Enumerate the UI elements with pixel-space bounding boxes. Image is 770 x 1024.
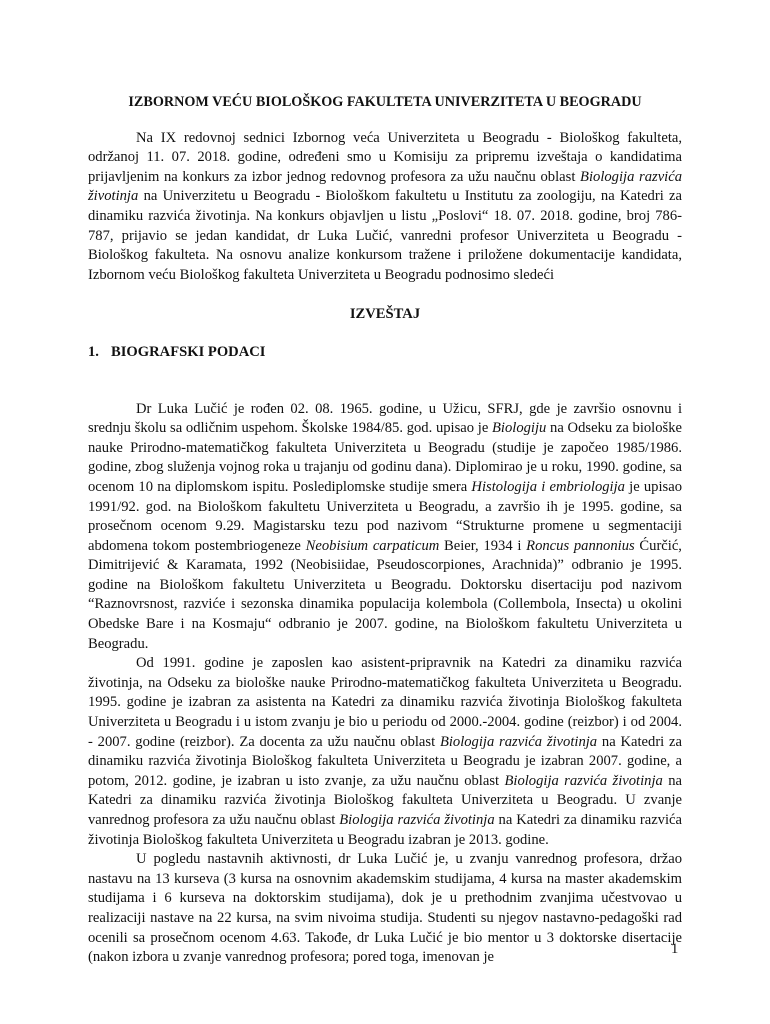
text-run: na Univerzitetu u Beogradu - Biološkom fakultetu u Institutu za zoologiju, na Katedri za dinamiku razvića životinja. Na konkurs objavljen u listu „Poslovi“ 18. 07. 2018. godine, broj 786-787, prijavio se jedan kandidat, dr Luka Lučić, vanredni profesor Univerziteta u Beogradu - Biološkog fakulteta. Na osnovu analize konkursom tražene i priložene dokumentacije kandidata, Izbornom veću Biološkog fakulteta Univerziteta u Beogradu podnosimo sledeći (88, 188, 682, 283)
biography-paragraph-2 (88, 654, 682, 850)
italic-term: Neobisium carpaticum (305, 537, 440, 554)
italic-term: Biologija razvića životinja (88, 168, 682, 205)
page-number: 1 (671, 941, 679, 957)
italic-term: Biologija razvića životinja (439, 733, 598, 750)
italic-term: Biologiju (492, 420, 547, 437)
text-run: na Katedri za dinamiku razvića životinja Biološkog fakulteta Univerziteta u Beogradu. U zvanje vanrednog profesora za užu naučnu oblast (88, 772, 682, 828)
text-run: na Katedri za dinamiku razvića životinja Biološkog fakulteta Univerziteta u Beogradu izabran je 2013. godine. (88, 812, 682, 848)
italic-term: Biologija razvića životinja (339, 812, 495, 828)
biography-paragraph-1 (88, 400, 682, 655)
report-title: IZVEŠTAJ (349, 306, 421, 323)
italic-term: Roncus pannonius (526, 537, 635, 554)
text-run: U pogledu nastavnih aktivnosti, dr Luka Lučić je, u zvanju vanrednog profesora, držao nastavu na 13 kurseva (3 kursa na osnovnim akademskim studijama, 4 kursa na master akademskim studijama i 6 kurseva na doktorskim studijama), dok je u prethodnim zvanjima učestvovao u realizaciji nastave na 22 kursa, na svim nivoima studija. Studenti su njegov nastavno-pedagoški rad ocenili sa prosečnom ocenom 4.63. Takođe, dr Luka Lučić je bio mentor u 3 doktorske disertacije (nakon izbora u zvanje vanrednog profesora; pored toga, imenovan je (88, 851, 682, 966)
text-run: Beier, 1934 i (439, 537, 527, 554)
text-run: Na IX redovnoj sednici Izbornog veća Univerziteta u Beogradu - Biološkog fakulteta, održanoj 11. 07. 2018. godine, određeni smo u Komisiju za pripremu izveštaja o kandidatima prijavljenim na konkurs za izbor jednog redovnog profesora za užu naučnu oblast (88, 129, 682, 185)
italic-term: Biologija razvića životinja (504, 772, 663, 789)
text-run: Dr Luka Lučić je rođen 02. 08. 1965. godine, u Užicu, SFRJ, gde je završio osnovnu i srednju školu sa odličnim uspehom. Školske 1984/85. god. upisao je (88, 400, 682, 437)
text-run: na Katedri za dinamiku razvića životinja Biološkog fakulteta Univerziteta u Beogradu je izabran 2007. godine, a potom, 2012. godine, je izabran u isto zvanje, za užu naučnu oblast (88, 733, 682, 789)
text-run: Ćurčić, Dimitrijević & Karamata, 1992 (Neobisiidae, Pseudoscorpiones, Arachnida)” odbranio je 1995. godine na Biološkom fakultetu Univerziteta u Beogradu. Doktorsku disertaciju pod nazivom “Raznovrsnost, razviće i sezonska dinamika populacija kolembola (Collembola, Insecta) u okolini Obedske Bare i na Kosmaju“ odbranio je 2007. godine, na Biološkom fakultetu Univerziteta u Beogradu. (88, 537, 682, 652)
intro-paragraph (88, 129, 682, 286)
text-run: Od 1991. godine je zaposlen kao asistent-pripravnik na Katedri za dinamiku razvića životinja, na Odseku za biološke nauke Prirodno-matematičkog fakulteta Univerziteta u Beogradu. 1995. godine je izabran za asistenta na Katedri za dinamiku razvića životinja Biološkog fakulteta Univerziteta u Beogradu i u istom zvanju je bio u periodu od 2000.-2004. godine (reizbor) i od 2004. - 2007. godine (reizbor). Za docenta za užu naučnu oblast (88, 655, 682, 750)
biography-paragraph-3 (88, 850, 682, 968)
text-run: na Odseku za biološke nauke Prirodno-matematičkog fakulteta Univerziteta u Beogradu (studije je započeo 1985/1986. godine, zbog služenja vojnog roka u trajanju od godinu dana). Diplomirao je u roku, 1990. godine, sa ocenom 10 na diplomskom ispitu. Poslediplomske studije smera (88, 420, 682, 495)
section-title: BIOGRAFSKI PODACI (111, 343, 266, 360)
document-page (88, 93, 682, 968)
section-heading (88, 343, 682, 363)
section-number: 1. (88, 343, 99, 360)
italic-term: Histologija i embriologija (471, 478, 625, 495)
page-title: IZBORNOM VEĆU BIOLOŠKOG FAKULTETA UNIVERZITETA U BEOGRADU (128, 94, 642, 110)
text-run: je upisao 1991/92. god. na Biološkom fakultetu Univerziteta u Beogradu, a završio ih je 1995. godine, sa prosečnom ocenom 9.29. Magistarsku tezu pod nazivom “Strukturne promene u segmentaciji abdomena tokom postembriogeneze (88, 478, 682, 554)
